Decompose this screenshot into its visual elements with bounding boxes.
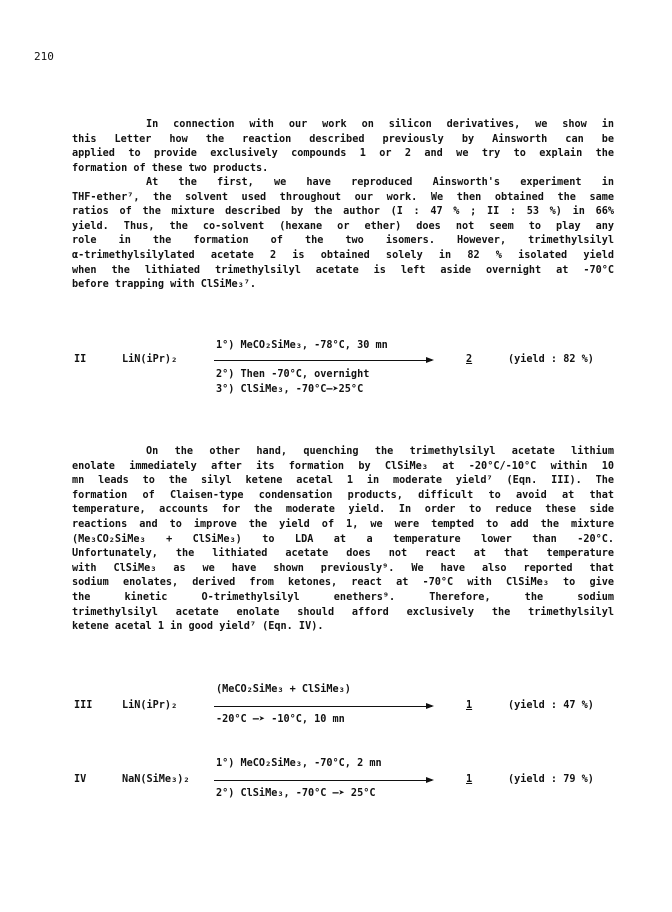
scheme-ii xyxy=(0,340,672,400)
text-line: α-trimethylsilylated acetate 2 is obtained solely in 82 % isolated yield xyxy=(72,249,614,261)
scheme-condition: 1°) MeCO₂SiMe₃, -70°C, 2 mn xyxy=(216,758,382,769)
ainsworth-paragraph xyxy=(72,176,614,293)
text-line: temperature, accounts for the moderate yield. In order to reduce these side xyxy=(72,504,614,516)
text-line: yield. Thus, the co-solvent (hexane or ether) does not seem to play any xyxy=(72,220,614,232)
text-line: enolate immediately after its formation by ClSiMe₃ at -20°C/-10°C within 10 xyxy=(72,460,614,472)
text-line: sodium enolates, derived from ketones, react at -70°C with ClSiMe₃ to give xyxy=(72,577,614,589)
text-line: reactions and to improve the yield of 1, we were tempted to add the mixture xyxy=(72,518,614,530)
scheme-product: 2 xyxy=(466,354,473,365)
text-line: Unfortunately, the lithiated acetate does not react at that temperature xyxy=(72,548,614,560)
scheme-reagent: NaN(SiMe₃)₂ xyxy=(122,774,190,785)
scheme-condition: 1°) MeCO₂SiMe₃, -78°C, 30 mn xyxy=(216,340,388,351)
scheme-iii xyxy=(0,684,672,744)
text-line: ratios of the mixture described by the author (I : 47 % ; II : 53 %) in 66% xyxy=(72,206,614,218)
scheme-yield: (yield : 82 %) xyxy=(508,354,594,365)
text-line: On the other hand, quenching the trimethylsilyl acetate lithium xyxy=(146,446,614,457)
intro-paragraph xyxy=(72,118,614,176)
scheme-condition: 2°) Then -70°C, overnight xyxy=(216,369,370,380)
scheme-yield: (yield : 47 %) xyxy=(508,700,594,711)
text-line: role in the formation of the two isomers. However, trimethylsilyl xyxy=(72,235,614,247)
scheme-iv xyxy=(0,758,672,818)
scheme-condition: (MeCO₂SiMe₃ + ClSiMe₃) xyxy=(216,684,351,695)
scheme-reagent: LiN(iPr)₂ xyxy=(122,354,178,365)
text-line: mn leads to the silyl ketene acetal 1 in moderate yield⁷ (Eqn. III). The xyxy=(72,475,614,487)
text-line: applied to provide exclusively compounds 1 or 2 and we try to explain the xyxy=(72,148,614,160)
scheme-label: III xyxy=(74,700,93,711)
text-line: when the lithiated trimethylsilyl acetate is left aside overnight at -70°C xyxy=(72,264,614,276)
scheme-condition: -20°C —➤ -10°C, 10 mn xyxy=(216,714,345,725)
quenching-paragraph xyxy=(72,445,614,635)
scheme-reagent: LiN(iPr)₂ xyxy=(122,700,178,711)
text-line: with ClSiMe₃ as we have shown previously⁹. We have also reported that xyxy=(72,562,614,574)
scheme-label: II xyxy=(74,354,87,365)
page-number: 210 xyxy=(34,50,54,63)
text-line: the kinetic O-trimethylsilyl enethers⁹. Therefore, the sodium xyxy=(72,591,614,603)
text-line: At the first, we have reproduced Ainsworth's experiment in xyxy=(146,177,614,188)
scheme-condition: 3°) ClSiMe₃, -70°C—➤25°C xyxy=(216,384,364,395)
text-line: trimethylsilyl acetate enolate should afford exclusively the trimethylsilyl xyxy=(72,606,614,618)
text-line: formation of these two products. xyxy=(72,162,269,174)
scheme-product: 1 xyxy=(466,700,473,711)
text-line: (Me₃CO₂SiMe₃ + ClSiMe₃) to LDA at a temperature lower than -20°C. xyxy=(72,533,614,545)
reaction-arrow xyxy=(214,706,432,707)
scheme-yield: (yield : 79 %) xyxy=(508,774,594,785)
text-line: this Letter how the reaction described previously by Ainsworth can be xyxy=(72,133,614,145)
text-line: THF-ether⁷, the solvent used throughout our work. We then obtained the same xyxy=(72,191,614,203)
reaction-arrow xyxy=(214,360,432,361)
text-line: before trapping with ClSiMe₃⁷. xyxy=(72,279,257,291)
text-line: ketene acetal 1 in good yield⁷ (Eqn. IV). xyxy=(72,621,324,633)
text-line: In connection with our work on silicon derivatives, we show in xyxy=(146,119,614,130)
reaction-arrow xyxy=(214,780,432,781)
scheme-product: 1 xyxy=(466,774,473,785)
scheme-condition: 2°) ClSiMe₃, -70°C —➤ 25°C xyxy=(216,788,376,799)
scheme-label: IV xyxy=(74,774,87,785)
text-line: formation of Claisen-type condensation products, difficult to avoid at that xyxy=(72,489,614,501)
